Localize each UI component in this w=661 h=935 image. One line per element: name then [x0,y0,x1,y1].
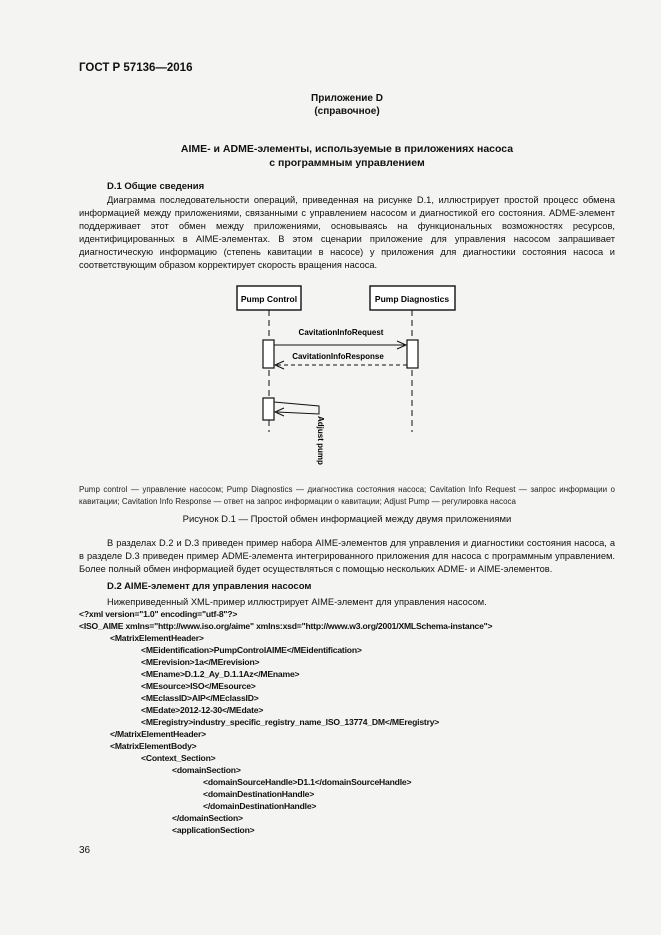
xml-line: <domainSection> [172,765,241,775]
figure-caption: Рисунок D.1 — Простой обмен информацией между двумя приложениями [182,514,512,525]
annex-title [79,142,615,170]
response-label: CavitationInfoResponse [292,352,384,361]
section-d1-paragraph [79,194,615,272]
annex-title-line2: с программным управлением [269,157,425,169]
annex-heading [79,92,615,118]
pump-control-label: Pump Control [240,294,298,304]
paragraph-2 [79,537,615,576]
request-label: CavitationInfoRequest [298,328,384,337]
annex-status: (справочное) [314,106,380,117]
page-number: 36 [79,845,91,856]
section-d2-heading: D.2 AIME-элемент для управления насосом [107,581,312,592]
section-d2-intro-text: Нижеприведенный XML-пример иллюстрирует AIME-элемент для управления насосом. [107,597,487,607]
xml-line: <domainDestinationHandle> [203,789,315,799]
annex-letter: Приложение D [311,93,383,104]
xml-line: <MEregistry>industry_specific_registry_name_ISO_13774_DM</MEregistry> [141,717,440,727]
xml-line: <MEname>D.1.2_Ay_D.1.1Az</MEname> [141,669,300,679]
xml-line: <MEdate>2012-12-30</MEdate> [141,705,264,715]
paragraph-2-text: В разделах D.2 и D.3 приведен пример набора AIME-элементов для управления и диагностики состояния насоса, а в разделе D.3 приведен пример ADME-элемента интегрированного приложения для насоса с программным управлением. Более полный обмен информацией будет осуществляться с помощью нескольких ADME- и AIME-элементов. [79,538,615,574]
xml-line: <applicationSection> [172,825,255,835]
xml-line: <Context_Section> [141,753,216,763]
standard-code: ГОСТ Р 57136—2016 [79,62,193,74]
adjust-pump-label: Adjust pump [316,416,325,465]
annex-title-line1: AIME- и ADME-элементы, используемые в приложениях насоса [180,143,514,155]
xml-line: <MatrixElementBody> [110,741,197,751]
xml-line: <domainSourceHandle>D1.1</domainSourceHandle> [203,777,412,787]
xml-line: </domainSection> [172,813,243,823]
xml-line: </domainDestinationHandle> [203,801,317,811]
xml-line: <?xml version="1.0" encoding="utf-8"?> [79,609,238,619]
xml-line: <MEidentification>PumpControlAIME</MEidentification> [141,645,362,655]
section-d2-intro [79,596,615,609]
xml-line: <MErevision>1a</MErevision> [141,657,260,667]
xml-line: <MEsource>ISO</MEsource> [141,681,256,691]
sequence-diagram [225,282,465,482]
xml-line: <MatrixElementHeader> [110,633,204,643]
xml-line: <ISO_AIME xmlns="http://www.iso.org/aime" xmlns:xsd="http://www.w3.org/2001/XMLSchema-instance"> [79,621,493,631]
figure-legend: Pump control — управление насосом; Pump Diagnostics — диагностика состояния насоса; Cavitation Info Request — запрос информации о кавитации; Cavitation Info Response — ответ на запрос информации о кавитации; Adjust Pump — регулировка насоса [79,485,615,506]
adjust-activation [263,398,274,420]
pump-control-activation [263,340,274,368]
pump-diagnostics-label: Pump Diagnostics [374,294,450,304]
section-d1-heading: D.1 Общие сведения [107,181,205,192]
xml-line: </MatrixElementHeader> [110,729,206,739]
self-message-arrow [274,402,319,414]
pump-diagnostics-activation [407,340,418,368]
section-d1-text: Диаграмма последовательности операций, приведенная на рисунке D.1, иллюстрирует простой процесс обмена информацией между приложениями, связанными с управлением насосом и диагностикой его состояния. ADME-элемент поддерживает этот обмен между приложениями, основываясь на функциональных возможностях ресурсов, идентифицированных в AIME-элементах. В этом сценарии приложение для управления насосом запрашивает диагностическую информацию (степень кавитации в насосе) у приложения для диагностики состояния насоса и соответствующим образом корректирует скорость вращения насоса. [79,195,615,270]
xml-line: <MEclassID>AIP</MEclassID> [141,693,259,703]
